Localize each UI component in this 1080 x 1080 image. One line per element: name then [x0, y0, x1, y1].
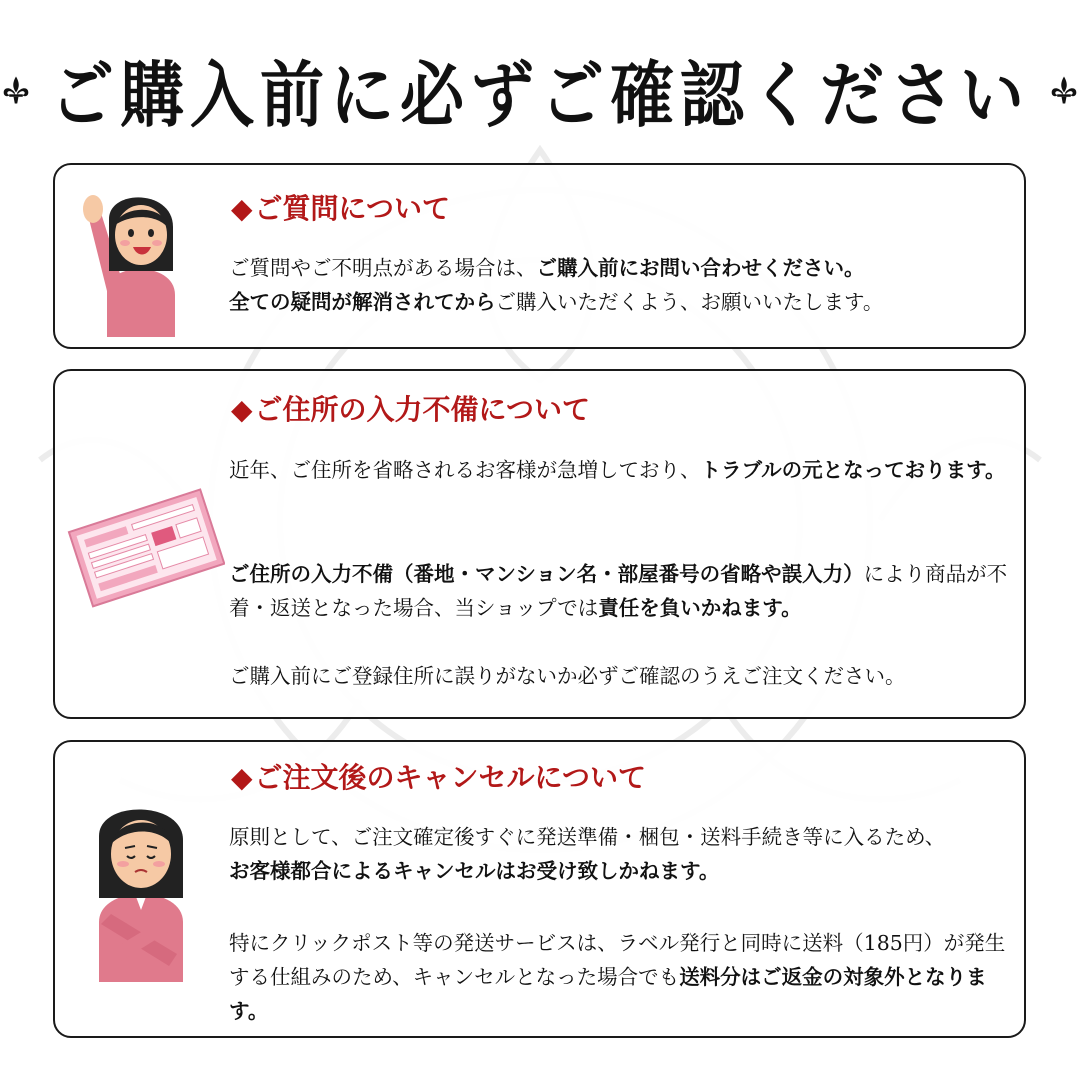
- fleur-de-lis-icon: [1048, 64, 1080, 116]
- diamond-icon: ◆: [231, 192, 253, 225]
- page-title: [0, 40, 1080, 140]
- paragraph: [229, 820, 1019, 888]
- section-questions: [53, 163, 1026, 349]
- body-text: ご質問やご不明点がある場合は、: [229, 256, 537, 280]
- body-text: 特にクリックポスト等の発送サービスは、ラベル発行と同時に送料（185円）が発生する仕組みのため、キャンセルとなった場合でも: [229, 931, 1006, 989]
- emphasis-text: トラブルの元となっております。: [700, 458, 1006, 482]
- title-text: ご購入前に必ずご確認ください: [50, 54, 1030, 139]
- body-text: により商品が不着・返送となった場合、当ショップでは: [229, 562, 1008, 620]
- paragraph: [229, 453, 1019, 487]
- body-text: 原則として、ご注文確定後すぐに発送準備・梱包・送料手続き等に入るため、: [229, 825, 946, 849]
- diamond-icon: ◆: [231, 393, 253, 426]
- paragraph: [229, 251, 1019, 319]
- emphasis-text: 全ての疑問が解消されてから: [229, 290, 496, 314]
- section-address: [53, 369, 1026, 719]
- emphasis-text: お客様都合によるキャンセルはお受け致しかねます。: [229, 859, 720, 883]
- paragraph: [229, 926, 1019, 1028]
- emphasis-text: ご購入前にお問い合わせください。: [536, 256, 865, 280]
- paragraph: [229, 557, 1019, 625]
- fleur-de-lis-icon: [0, 64, 32, 116]
- emphasis-text: 送料分はご返金の対象外となります。: [229, 965, 987, 1023]
- emphasis-text: 責任を負いかねます。: [598, 596, 802, 620]
- section-cancellation: [53, 740, 1026, 1038]
- section-heading: ◆ご質問について: [231, 192, 450, 225]
- woman-crossing-arms-icon: [85, 794, 197, 984]
- paragraph: [229, 659, 1019, 693]
- emphasis-text: ご住所の入力不備（番地・マンション名・部屋番号の省略や誤入力）: [229, 562, 864, 586]
- diamond-icon: ◆: [231, 761, 253, 794]
- section-heading: ◆ご住所の入力不備について: [231, 393, 590, 426]
- body-text: ご購入前にご登録住所に誤りがないか必ずご確認のうえご注文ください。: [229, 664, 906, 688]
- woman-raising-hand-icon: [77, 179, 197, 339]
- section-heading: ◆ご注文後のキャンセルについて: [231, 761, 646, 794]
- body-text: 近年、ご住所を省略されるお客様が急増しており、: [229, 458, 701, 482]
- body-text: ご購入いただくよう、お願いいたします。: [495, 290, 884, 314]
- delivery-slip-icon: [67, 481, 225, 611]
